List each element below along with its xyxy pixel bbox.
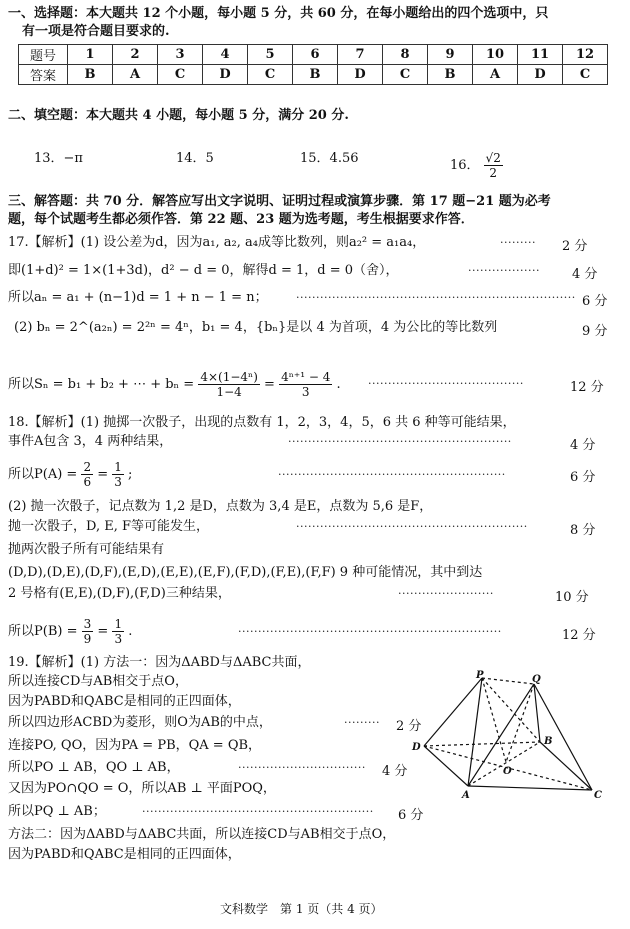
edge-pa xyxy=(468,678,482,786)
q19-line10: 因为PABD和QABC是相同的正四面体， xyxy=(8,847,241,862)
fraction xyxy=(279,370,332,399)
fraction-numerator: √2 xyxy=(485,151,501,165)
q17-score5: 12 分 xyxy=(570,380,604,395)
leader-dots: ······································· xyxy=(368,377,524,390)
q18-line6: 抛两次骰子所有可能结果有 xyxy=(8,542,165,557)
table-cell: D xyxy=(338,65,383,85)
table-cell: A xyxy=(473,65,518,85)
fill-answer-14: 14．5 xyxy=(176,151,214,166)
q17-sum-label: 所以Sₙ = b₁ + b₂ + ⋯ + bₙ = xyxy=(8,377,195,392)
leader-dots: ························································ xyxy=(288,435,512,448)
table-cell: 3 xyxy=(158,45,203,65)
table-cell: 8 xyxy=(383,45,428,65)
fraction-denominator: 6 xyxy=(83,475,92,489)
table-row xyxy=(19,45,608,65)
q17-line1: 17.【解析】(1) 设公差为d，因为a₁, a₂, a₄成等比数列，则a₂² = a₁a₄， xyxy=(8,235,426,250)
leader-dots: ························ xyxy=(398,587,494,600)
leader-dots: ························································· xyxy=(278,468,506,481)
section3-heading-line1: 三、解答题：共 70 分．解答应写出文字说明、证明过程或演算步骤．第 17 题−21 题为必考 xyxy=(8,194,551,209)
table-cell: D xyxy=(203,65,248,85)
q18-score2: 4 分 xyxy=(570,438,596,453)
figure-label-q: Q xyxy=(532,674,541,685)
fraction xyxy=(81,460,93,489)
fraction-denominator: 3 xyxy=(114,475,122,489)
fraction-numerator: 2 xyxy=(83,460,92,474)
table-cell: 12 xyxy=(563,45,608,65)
tetrahedra-figure xyxy=(410,670,610,800)
table-cell: 11 xyxy=(518,45,563,65)
figure-label-p: P xyxy=(476,670,484,681)
fraction-numerator: 3 xyxy=(83,617,92,631)
fraction xyxy=(198,370,260,399)
edge-qc xyxy=(534,684,592,790)
q19-line9: 方法二：因为ΔABD与ΔABC共面，所以连接CD与AB相交于点O， xyxy=(8,827,396,842)
table-cell: 2 xyxy=(113,45,158,65)
q17-score1: 2 分 xyxy=(562,239,588,254)
q19-line8: 所以PQ ⊥ AB； xyxy=(8,804,106,819)
leader-dots: ·························································· xyxy=(142,805,374,818)
table-cell: A xyxy=(113,65,158,85)
fill-answer-15: 15．4.56 xyxy=(300,151,359,166)
q19-line1: 19.【解析】(1) 方法一：因为ΔABD与ΔABC共面， xyxy=(8,655,311,670)
q19-line3: 因为PABD和QABC是相同的正四面体， xyxy=(8,694,241,709)
fill-answer-16-label: 16． xyxy=(450,158,480,173)
edge-pd xyxy=(424,678,482,746)
q19-line2: 所以连接CD与AB相交于点O， xyxy=(8,674,188,689)
q17-score4: 9 分 xyxy=(582,324,608,339)
q18-prob-a-label: 所以P(A) = xyxy=(8,467,78,482)
edge-db xyxy=(424,742,540,746)
section1-heading-line2: 有一项是符合题目要求的. xyxy=(22,24,170,39)
table-row xyxy=(19,65,608,85)
table-cell: 10 xyxy=(473,45,518,65)
fraction-denominator: 3 xyxy=(301,385,310,399)
edge-qa xyxy=(468,684,534,786)
q17-line2: 即(1+d)² = 1×(1+3d)，d² − d = 0，解得d = 1，d = 0（舍）， xyxy=(8,263,399,278)
edge-ac xyxy=(468,786,592,790)
q18-line2: 事件A包含 3，4 两种结果， xyxy=(8,434,173,449)
row-label-question: 题号 xyxy=(19,45,68,65)
q19-line6: 所以PO ⊥ AB，QO ⊥ AB， xyxy=(8,760,180,775)
edge-qo xyxy=(506,684,534,762)
fraction-denominator: 9 xyxy=(83,632,92,646)
table-cell: C xyxy=(383,65,428,85)
table-cell: 7 xyxy=(338,45,383,65)
figure-label-b: B xyxy=(544,736,553,747)
edge-po xyxy=(482,678,506,762)
answer-table xyxy=(18,44,608,85)
q19-score8: 6 分 xyxy=(398,808,424,823)
q18-line5: 抛一次骰子，D, E, F等可能发生， xyxy=(8,519,209,534)
q18-score5: 8 分 xyxy=(570,523,596,538)
leader-dots: ······································································ xyxy=(296,291,576,304)
section2-heading: 二、填空题：本大题共 4 小题，每小题 5 分，满分 20 分. xyxy=(8,108,349,123)
fraction xyxy=(112,617,124,646)
leader-dots: ········· xyxy=(500,236,536,249)
section3-heading-line2: 题，每个试题考生都必须作答．第 22 题、23 题为选考题，考生根据要求作答． xyxy=(8,212,474,227)
table-cell: 1 xyxy=(68,45,113,65)
table-cell: 5 xyxy=(248,45,293,65)
q18-prob-b-label: 所以P(B) = xyxy=(8,624,78,639)
page-footer: 文科数学 第 1 页（共 4 页） xyxy=(220,902,383,916)
fraction-denominator: 3 xyxy=(114,632,123,646)
fraction-denominator: 1−4 xyxy=(216,385,242,399)
q19-score6: 4 分 xyxy=(382,764,408,779)
q18-score3: 6 分 xyxy=(570,470,596,485)
q18-score9: 12 分 xyxy=(562,628,596,643)
section1-heading-line1: 一、选择题：本大题共 12 个小题，每小题 5 分，共 60 分，在每小题给出的四个选项中，只 xyxy=(8,6,549,21)
q18-line9: 所以P(B) = $\frac{3}{9}$ = $\frac{1}{3}$ . xyxy=(8,617,133,646)
q18-line1: 18.【解析】(1) 抛掷一次骰子，出现的点数有 1，2，3，4，5，6 共 6 种等可能结果， xyxy=(8,415,516,430)
q18-line3: 所以P(A) = $\frac{2}{6}$ = $\frac{1}{3}$ ; xyxy=(8,460,133,489)
q18-line7: (D,D),(D,E),(D,F),(E,D),(E,E),(E,F),(F,D),(F,E),(F,F) 9 种可能情况，其中到达 xyxy=(8,565,483,580)
table-cell: 9 xyxy=(428,45,473,65)
figure-label-o: O xyxy=(503,766,512,777)
fraction xyxy=(112,460,124,489)
q18-score8: 10 分 xyxy=(555,590,589,605)
fill-answer-16 xyxy=(450,151,503,180)
fraction-numerator: 4×(1−4ⁿ) xyxy=(200,370,258,384)
table-cell: B xyxy=(293,65,338,85)
leader-dots: ·························································· xyxy=(296,520,528,533)
figure-label-c: C xyxy=(594,790,602,800)
q18-line4: (2) 抛一次骰子，记点数为 1,2 是D，点数为 3,4 是E，点数为 5,6 是F， xyxy=(8,499,433,514)
edge-ab xyxy=(468,742,540,786)
fill-answer-13: 13．−π xyxy=(34,151,83,166)
edge-da xyxy=(424,746,468,786)
figure-label-d: D xyxy=(412,742,421,753)
q17-line5: 所以Sₙ = b₁ + b₂ + ⋯ + bₙ = $\frac{\text{4×(1−4ⁿ)}}{1-4}$ = $\frac{\text{4ⁿ⁺¹ − 4}}{3}$ . xyxy=(8,370,341,399)
row-label-answer: 答案 xyxy=(19,65,68,85)
q19-line4: 所以四边形ACBD为菱形，则O为AB的中点， xyxy=(8,715,272,730)
table-cell: C xyxy=(248,65,293,85)
table-cell: B xyxy=(428,65,473,85)
q17-score2: 4 分 xyxy=(572,267,598,282)
leader-dots: ·································································· xyxy=(238,625,502,638)
q17-score3: 6 分 xyxy=(582,294,608,309)
table-cell: C xyxy=(158,65,203,85)
q19-line7: 又因为PO∩QO = O，所以AB ⊥ 平面POQ， xyxy=(8,781,276,796)
table-cell: C xyxy=(563,65,608,85)
fraction-numerator: 4ⁿ⁺¹ − 4 xyxy=(281,370,331,384)
fraction-denominator: 2 xyxy=(489,166,497,180)
q19-score4: 2 分 xyxy=(396,719,422,734)
q17-line4: (2) bₙ = 2^(a₂ₙ) = 2²ⁿ = 4ⁿ，b₁ = 4，{bₙ}是以 4 为首项，4 为公比的等比数列 xyxy=(14,320,498,335)
table-cell: B xyxy=(68,65,113,85)
figure-label-a: A xyxy=(462,790,470,800)
fraction-numerator: 1 xyxy=(114,617,123,631)
fraction-numerator: 1 xyxy=(114,460,122,474)
q17-line3: 所以aₙ = a₁ + (n−1)d = 1 + n − 1 = n； xyxy=(8,290,268,305)
fraction xyxy=(82,617,94,646)
q18-line8: 2 号格有(E,E),(D,F),(F,D)三种结果， xyxy=(8,586,231,601)
table-cell: 6 xyxy=(293,45,338,65)
edge-pq xyxy=(482,678,534,684)
leader-dots: ········· xyxy=(344,716,380,729)
leader-dots: ································ xyxy=(238,761,366,774)
table-cell: 4 xyxy=(203,45,248,65)
leader-dots: ·················· xyxy=(468,264,540,277)
q19-line5: 连接PO, QO，因为PA = PB，QA = QB， xyxy=(8,738,262,753)
table-cell: D xyxy=(518,65,563,85)
